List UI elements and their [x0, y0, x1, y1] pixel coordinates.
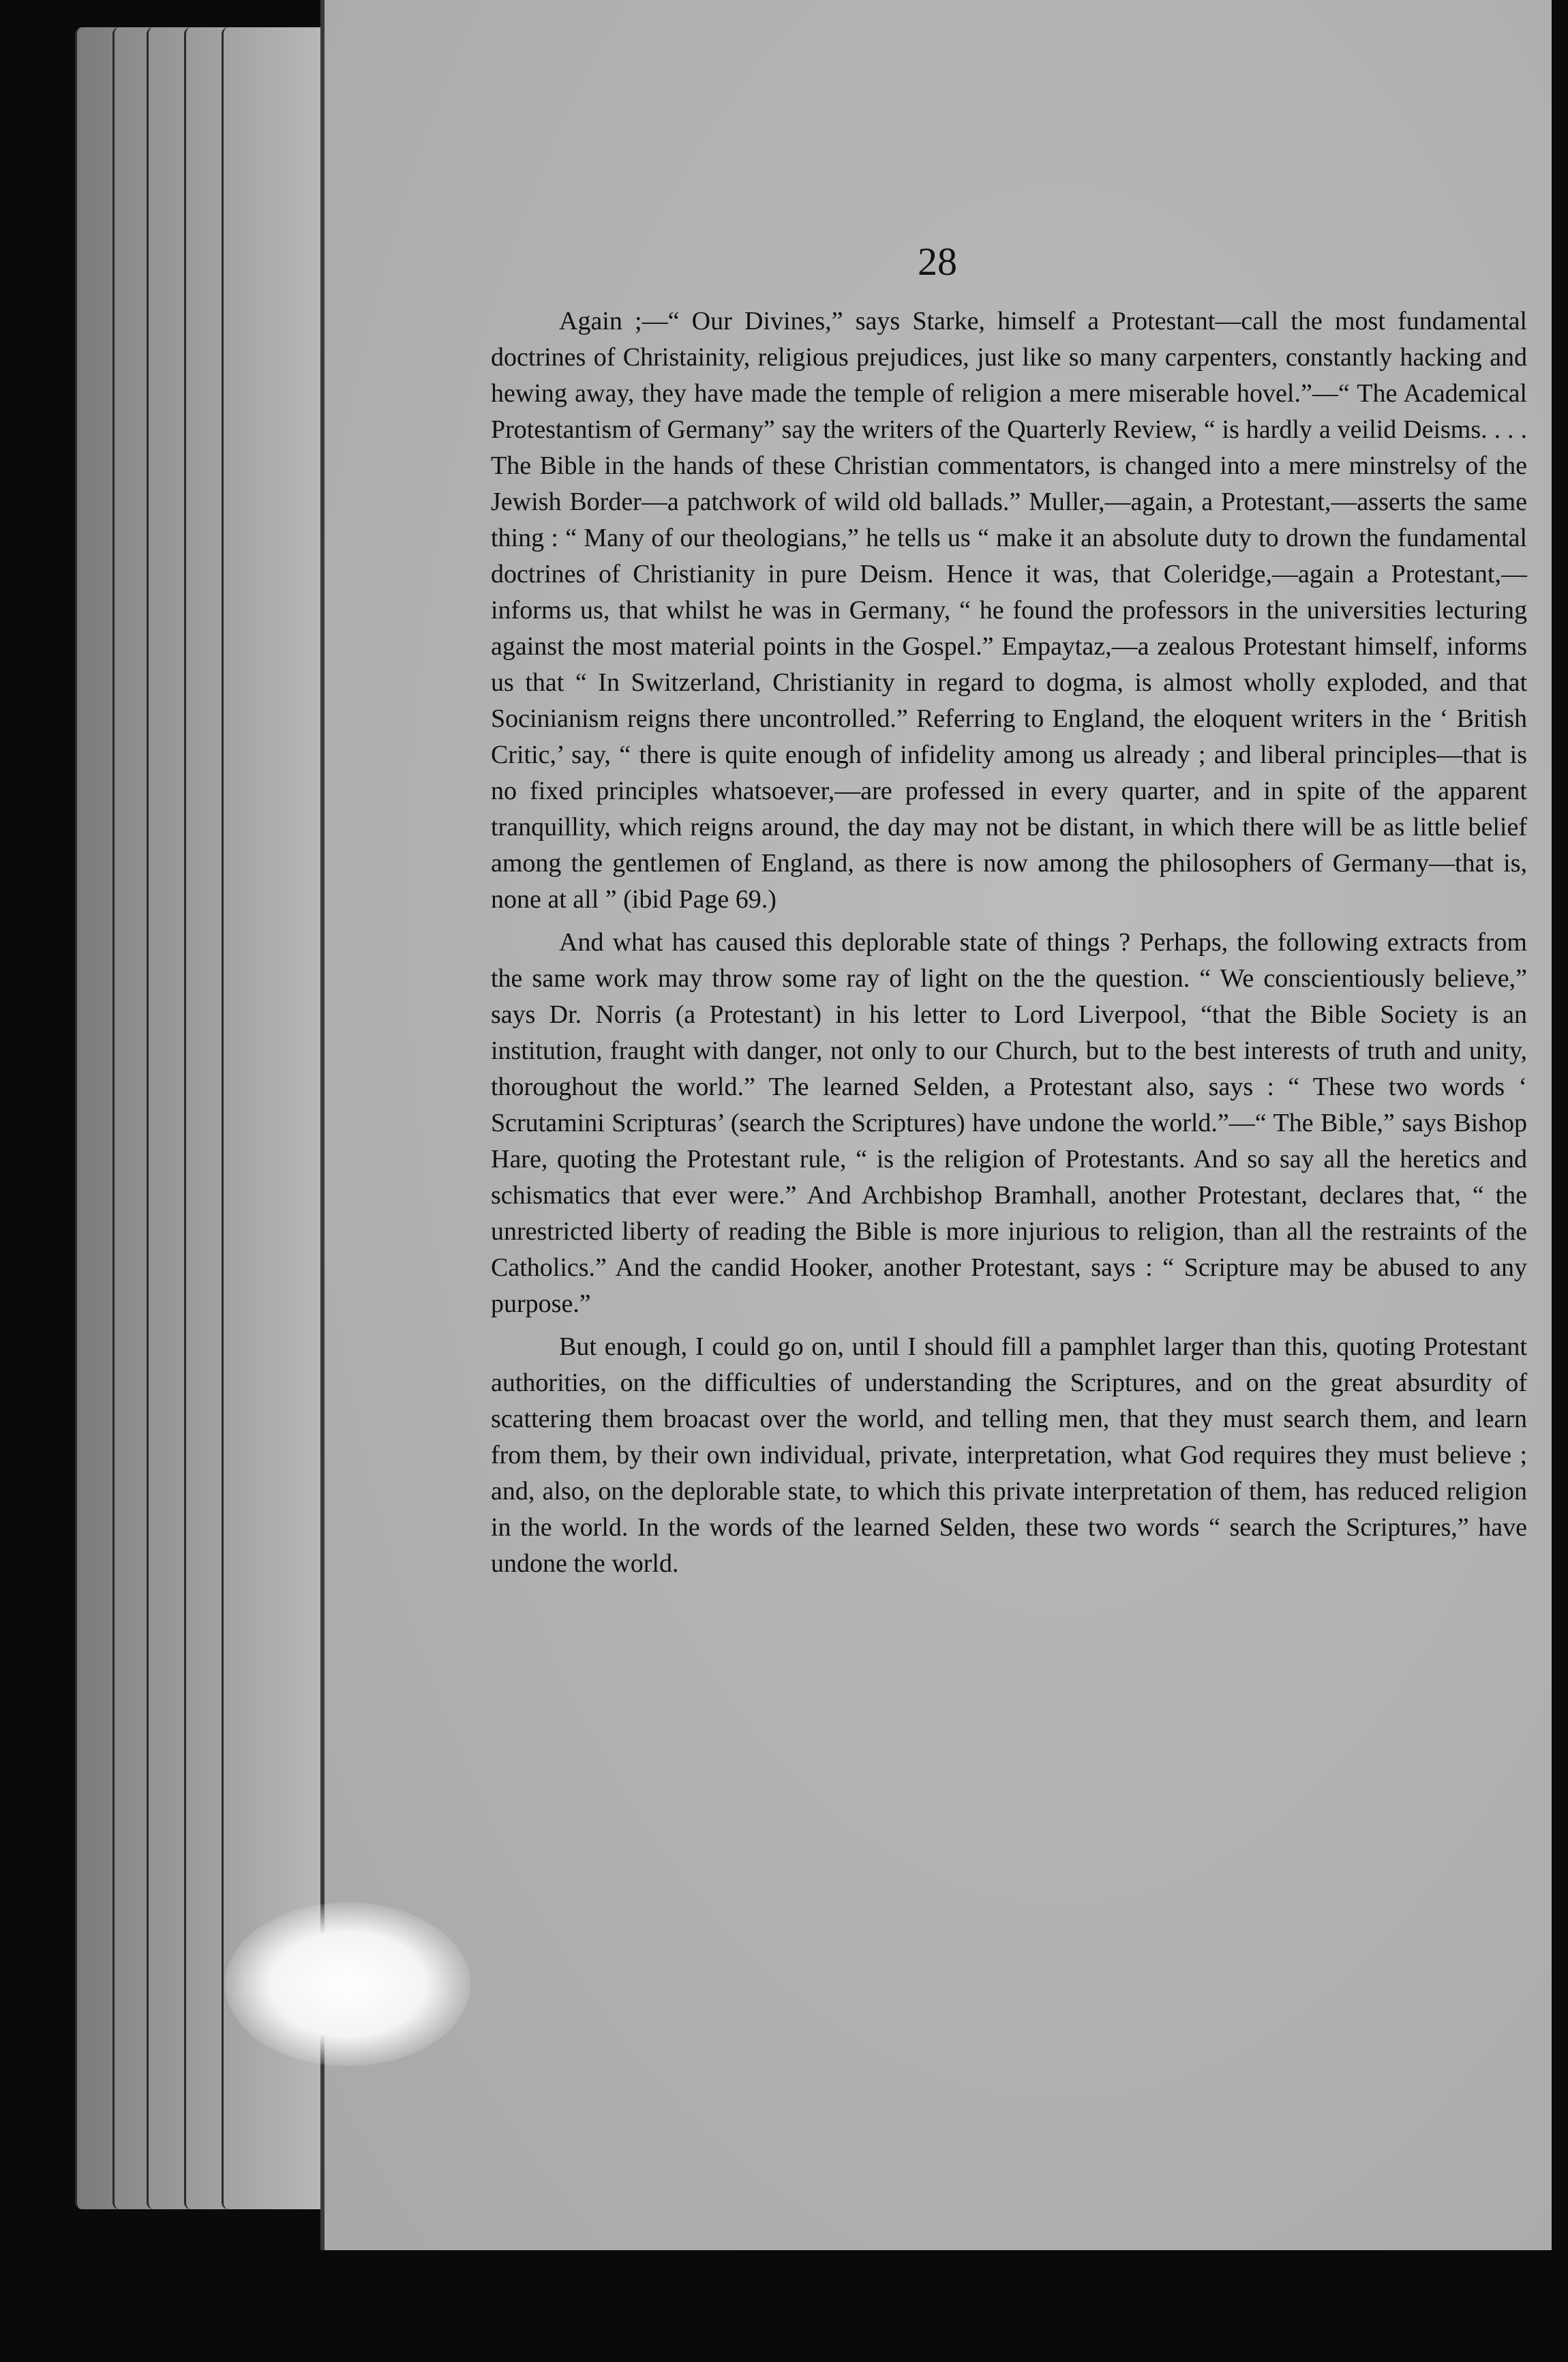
- page-number: 28: [918, 239, 957, 284]
- book-page-edges: [75, 27, 361, 2209]
- paragraph-3: But enough, I could go on, until I should fill a pamphlet larger than this, quoting Protestant authorities, on the difficulties of understanding the Scriptures, and on the great absurdity of scattering them broacast over the world, and telling men, that they must search them, and learn from them, by their own individual, private, interpretation, what God requires they must believe ; and, also, on the deplorable state, to which this private interpretation of them, has reduced religion in the world. In the words of the learned Selden, these two words “ search the Scriptures,” have undone the world.: [491, 1332, 1527, 1578]
- paragraph-2: And what has caused this deplorable state of things ? Perhaps, the following extracts from the same work may throw some ray of light on the the question. “ We conscientiously believe,” says Dr. Norris (a Protestant) in his letter to Lord Liverpool, “that the Bible Society is an institution, fraught with danger, not only to our Church, but to the best interests of truth and unity, thoroughout the world.” The learned Selden, a Protestant also, says : “ These two words ‘ Scrutamini Scripturas’ (search the Scriptures) have undone the world.”—“ The Bible,” says Bishop Hare, quoting the Protestant rule, “ is the religion of Protestants. And so say all the heretics and schismatics that ever were.” And Archbishop Bramhall, another Protestant, declares that, “ the unrestricted liberty of reading the Bible is more injurious to religion, than all the restraints of the Catholics.” And the candid Hooker, another Protestant, says : “ Scripture may be abused to any purpose.”: [491, 928, 1527, 1318]
- paper-damage-mark: [225, 1902, 470, 2066]
- body-text: [491, 303, 1527, 1582]
- paragraph-1: Again ;—“ Our Divines,” says Starke, himself a Protestant—call the most fundamental doctrines of Christainity, religious prejudices, just like so many carpenters, constantly hacking and hewing away, they have made the temple of religion a mere miserable hovel.”—“ The Academical Protestantism of Germany” say the writers of the Quarterly Review, “ is hardly a veilid Deisms. . . . The Bible in the hands of these Christian commentators, is changed into a mere minstrelsy of the Jewish Border—a patchwork of wild old ballads.” Muller,—again, a Protestant,—asserts the same thing : “ Many of our theologians,” he tells us “ make it an absolute duty to drown the fundamental doctrines of Christianity in pure Deism. Hence it was, that Coleridge,—again a Protestant,—informs us, that whilst he was in Germany, “ he found the professors in the universities lecturing against the most material points in the Gospel.” Empaytaz,—a zealous Protestant himself, informs us that “ In Switzerland, Christianity in regard to dogma, is almost wholly exploded, and that Socinianism reigns there uncontrolled.” Referring to England, the eloquent writers in the ‘ British Critic,’ say, “ there is quite enough of infidelity among us already ; and liberal principles—that is no fixed principles whatsoever,—are professed in every quarter, and in spite of the apparent tranquillity, which reigns around, the day may not be distant, in which there will be as little belief among the gentlemen of England, as there is now among the philosophers of Germany—that is, none at all ” (ibid Page 69.): [491, 307, 1527, 914]
